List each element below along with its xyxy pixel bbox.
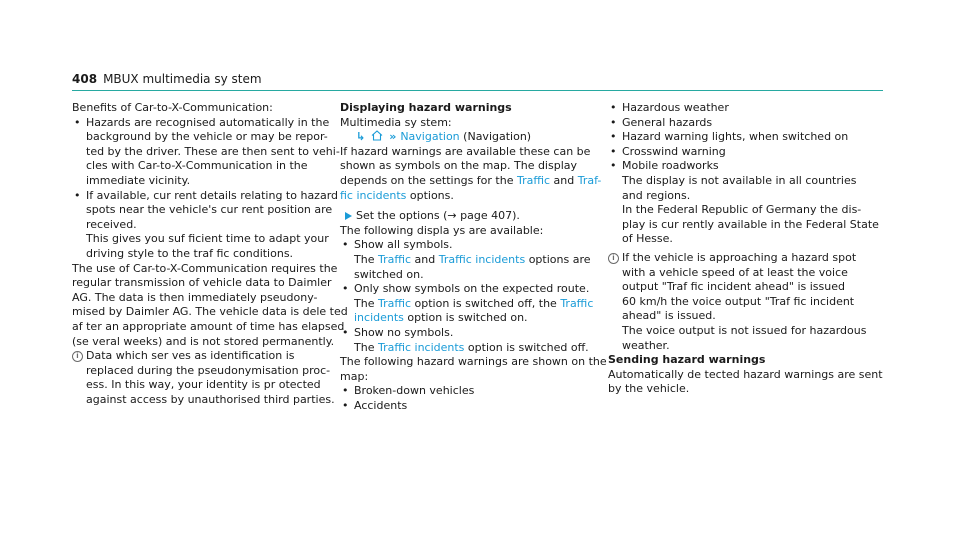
chapter-title: MBUX multimedia sy stem xyxy=(103,72,262,86)
section-heading: Sending hazard warnings xyxy=(608,353,766,367)
note-block: i If the vehicle is approaching a hazard spot with a vehicle speed of at least the voice output "Traf fic incident ahead" is issued 60 km/h the voice output "Traf fic incident ahead" is issued. The voice output is not issued for hazardous weather. xyxy=(608,251,878,353)
note-block: i Data which ser ves as identification is replaced during the pseudonymisation proc- ess. In this way, your identity is pr otected against access by unauthorised third parties. xyxy=(72,349,324,407)
list-item: • General hazards xyxy=(608,116,878,131)
list-item: • Hazard warning lights, when switched on xyxy=(608,130,878,145)
traffic-incidents-link[interactable]: fic incidents xyxy=(340,188,407,202)
list-item: • Hazardous weather xyxy=(608,101,878,116)
list-item: • Show no symbols. The Traffic incidents option is switched off. xyxy=(340,326,593,355)
header-rule xyxy=(72,90,883,91)
system-label: Multimedia sy stem: xyxy=(340,115,452,129)
list-item: • Accidents xyxy=(340,399,593,414)
page-number: 408 xyxy=(72,72,98,86)
info-icon: i xyxy=(72,351,83,362)
page-header xyxy=(72,72,262,86)
list-item: • Hazards are recognised automatically in the background by the vehicle or may be repor- ted by the driver. These are then sent to vehi- cles with Car-to-X-Communication in the immediate vicinity. xyxy=(72,116,324,189)
traffic-incidents-link[interactable]: Traffic incidents xyxy=(438,252,526,266)
step-item: Set the options (→ page 407). xyxy=(342,209,593,224)
traffic-incidents-link[interactable]: Traffic xyxy=(560,296,594,310)
list-item: • If available, cur rent details relating to hazard spots near the vehicle's cur rent position are received. xyxy=(72,189,324,233)
traffic-link[interactable]: Traffic xyxy=(377,252,412,266)
return-arrow-icon: ↳ xyxy=(356,130,366,144)
list-item: • Only show symbols on the expected route. The Traffic option is switched off, the Traffic incidents option is switched on. xyxy=(340,282,593,326)
forward-chevron-icon: » xyxy=(389,130,397,144)
list-item: • Broken-down vehicles xyxy=(340,384,593,399)
traffic-link[interactable]: Traffic xyxy=(377,296,412,310)
info-icon: i xyxy=(608,253,619,264)
traffic-incidents-link[interactable]: Traffic incidents xyxy=(377,340,465,354)
home-icon xyxy=(371,130,383,141)
menu-path: ↳ » Navigation (Navigation) xyxy=(356,130,532,144)
list-item: • Mobile roadworks xyxy=(608,159,878,174)
column-1 xyxy=(72,101,348,407)
traffic-incidents-link[interactable]: Traf- xyxy=(577,173,602,187)
intro-text: Benefits of Car-to-X-Communication: xyxy=(72,101,273,114)
list-subtext: This gives you suf ficient time to adapt your driving style to the traf fic conditions. xyxy=(86,232,329,260)
section-heading: Displaying hazard warnings xyxy=(340,101,512,114)
body-paragraph: The use of Car-to-X-Communication requires the regular transmission of vehicle data to Daimler AG. The data is then immediately pseudony- mised by Daimler AG. The vehicle data is dele ted af ter an appropriate amount of time has elapsed (se veral weeks) and is not stored permanently. xyxy=(72,261,348,348)
column-2: Displaying hazard warnings Multimedia sy stem: ↳ » Navigation (Navigation) If hazard warnings are available these can be shown as symbols on the map. The display depends on the settings for the Traffic and Traf- fic incidents options. Set the options (→ page 407). The following displa ys are available: • Show all symbols. The Traffic and Traffic incidents options are switched on. • Only show symbols on the expected route. The Traffic option is switched off, the Traffic incidents option is switched on. • Show no symbols. The Traffic incidents option is switched off. The following hazard warnings are shown on the map: • Broken-down vehicles • Accidents xyxy=(340,101,593,413)
list-subtext: The display is not available in all countries and regions. In the Federal Republic of Germany the dis- play is cur rently available in the Federal State of Hesse. xyxy=(622,173,879,246)
column-3: • Hazardous weather • General hazards • Hazard warning lights, when switched on • Crosswind warning • Mobile roadworks The display is not available in all countries and regions. In the Federal Republic of Germany the dis- play is cur rently available in the Federal State of Hesse. i If the vehicle is approaching a hazard spot with a vehicle speed of at least the voice output "Traf fic incident ahead" is issued 60 km/h the voice output "Traf fic incident ahead" is issued. The voice output is not issued for hazardous weather. Sending hazard warnings Automatically de tected hazard warnings are sent by the vehicle. xyxy=(608,101,878,397)
navigation-link[interactable]: Navigation xyxy=(400,130,460,144)
list-item: • Crosswind warning xyxy=(608,145,878,160)
list-item: • Show all symbols. The Traffic and Traffic incidents options are switched on. xyxy=(340,238,593,282)
traffic-incidents-link[interactable]: incidents xyxy=(354,311,404,325)
traffic-link[interactable]: Traffic xyxy=(516,173,551,187)
